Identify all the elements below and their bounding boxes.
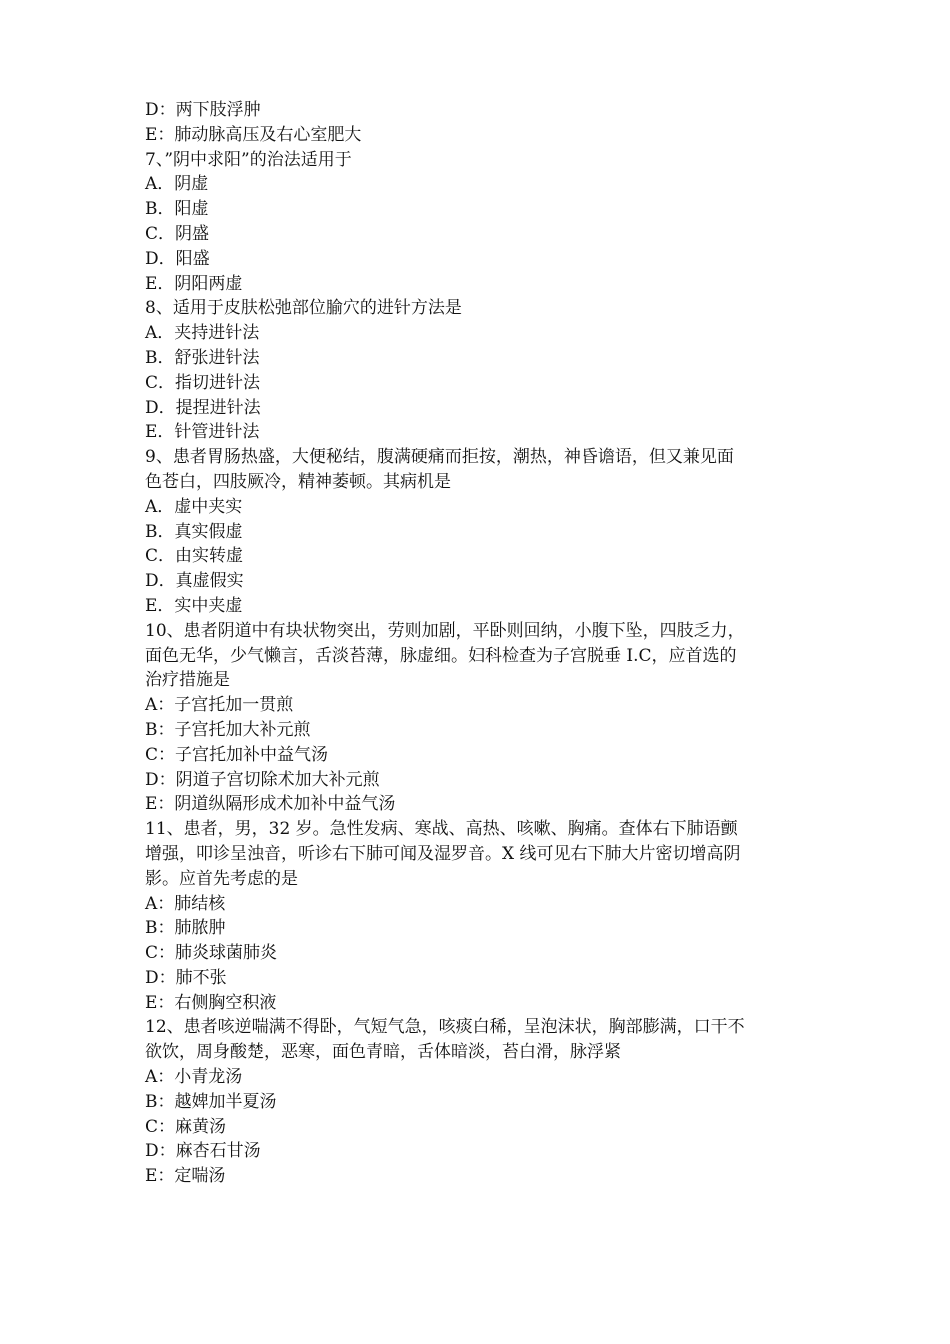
question-7: [145, 148, 817, 297]
question-stem-line: 欲饮，周身酸楚，恶寒，面色青暗，舌体暗淡，苔白滑，脉浮紧: [145, 1042, 621, 1063]
option-c: C：麻黄汤: [145, 1116, 227, 1137]
option-a: A：小青龙汤: [145, 1067, 243, 1088]
option-c: C：肺炎球菌肺炎: [145, 943, 278, 964]
option-b: B．阳虚: [145, 199, 209, 220]
option-b: B：越婢加半夏汤: [145, 1091, 277, 1112]
option-c: C．阴盛: [145, 223, 210, 244]
option-a: A．虚中夹实: [145, 496, 243, 517]
question-stem: 7、”阴中求阳”的治法适用于: [145, 149, 352, 170]
previous-question-options: [145, 98, 817, 148]
option-a: A．阴虚: [145, 174, 209, 195]
option-e: E．实中夹虚: [145, 595, 243, 616]
question-stem: 8、适用于皮肤松弛部位腧穴的进针方法是: [145, 298, 462, 319]
question-stem-line: 11、患者，男，32 岁。急性发病、寒战、高热、咳嗽、胸痛。查体右下肺语颤: [145, 819, 738, 840]
document-page: [145, 98, 817, 1189]
option-b: B：子宫托加大补元煎: [145, 719, 311, 740]
question-12: [145, 1015, 817, 1189]
option-a: A：子宫托加一贯煎: [145, 695, 294, 716]
option-c: C．由实转虚: [145, 546, 244, 567]
option-e: E．阴阳两虚: [145, 273, 243, 294]
option-d: D：两下肢浮肿: [145, 100, 261, 120]
option-c: C．指切进针法: [145, 372, 261, 393]
option-e: E：肺动脉高压及右心室肥大: [145, 124, 362, 145]
option-a: A．夹持进针法: [145, 323, 260, 344]
option-e: E：阴道纵隔形成术加补中益气汤: [145, 794, 396, 815]
question-stem-line: 增强，叩诊呈浊音，听诊右下肺可闻及湿罗音。X 线可见右下肺大片密切增高阴: [145, 843, 741, 864]
question-stem-line: 治疗措施是: [145, 670, 230, 691]
question-stem-line: 12、患者咳逆喘满不得卧，气短气急，咳痰白稀，呈泡沫状，胸部膨满，口干不: [145, 1017, 745, 1038]
option-d: D：肺不张: [145, 967, 227, 988]
question-stem-line: 9、患者胃肠热盛，大便秘结，腹满硬痛而拒按，潮热，神昏谵语，但又兼见面: [145, 447, 734, 468]
option-e: E：定喘汤: [145, 1166, 226, 1187]
option-b: B．舒张进针法: [145, 347, 260, 368]
option-e: E：右侧胸空积液: [145, 992, 277, 1013]
question-8: [145, 296, 817, 445]
question-stem-line: 影。应首先考虑的是: [145, 868, 298, 889]
option-d: D．提捏进针法: [145, 397, 261, 418]
option-d: D．真虚假实: [145, 571, 244, 592]
question-stem-line: 面色无华，少气懒言，舌淡苔薄，脉虚细。妇科检查为子宫脱垂 I.C，应首选的: [145, 645, 737, 666]
question-stem-line: 10、患者阴道中有块状物突出，劳则加剧，平卧则回纳，小腹下坠，四肢乏力，: [145, 620, 745, 641]
option-d: D：麻杏石甘汤: [145, 1141, 261, 1162]
option-b: B：肺脓肿: [145, 918, 226, 939]
option-d: D．阳盛: [145, 248, 210, 269]
option-a: A：肺结核: [145, 893, 226, 914]
question-stem-line: 色苍白，四肢厥冷，精神萎顿。其病机是: [145, 471, 451, 492]
option-d: D：阴道子宫切除术加大补元煎: [145, 769, 380, 790]
option-c: C：子宫托加补中益气汤: [145, 744, 329, 765]
option-e: E．针管进针法: [145, 422, 260, 443]
question-11: [145, 817, 817, 1015]
question-10: [145, 619, 817, 817]
question-9: [145, 445, 817, 619]
option-b: B．真实假虚: [145, 521, 243, 542]
